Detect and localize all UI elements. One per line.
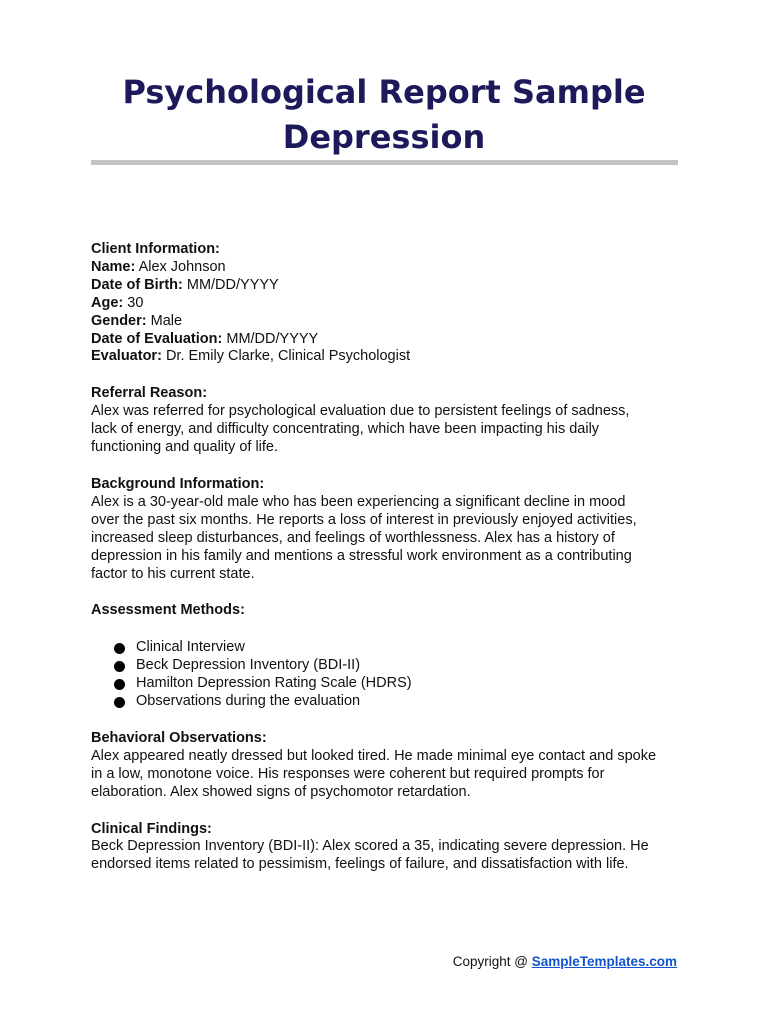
section-spacer — [91, 457, 691, 476]
client-name-label: Name: — [91, 258, 136, 275]
client-gender-label: Gender: — [91, 312, 147, 329]
list-item-text: Beck Depression Inventory (BDI-II) — [136, 657, 361, 674]
copyright-footer — [453, 953, 677, 970]
referral-reason-section — [91, 385, 691, 457]
list-item — [91, 693, 691, 711]
section-spacer — [91, 366, 691, 385]
client-name-row — [91, 259, 691, 277]
list-item-text: Clinical Interview — [136, 639, 245, 656]
bullet-icon — [114, 679, 125, 690]
client-information-section — [91, 241, 691, 366]
copyright-text: Copyright @ — [452, 954, 532, 969]
section-spacer — [91, 711, 691, 730]
referral-reason-heading: Referral Reason: — [91, 385, 208, 402]
client-gender-row — [91, 313, 691, 331]
list-item-text: Hamilton Depression Rating Scale (HDRS) — [136, 675, 412, 692]
evaluation-date-row — [91, 331, 691, 349]
client-age-row — [91, 295, 691, 313]
client-name-value: Alex Johnson — [138, 258, 226, 275]
background-information-line: over the past six months. He reports a loss of interest in previously enjoyed activities, — [91, 511, 637, 528]
list-item-text: Observations during the evaluation — [136, 693, 361, 710]
client-dob-label: Date of Birth: — [91, 276, 183, 293]
behavioral-observations-line: Alex appeared neatly dressed but looked tired. He made minimal eye contact and spoke — [91, 747, 657, 764]
referral-reason-line: Alex was referred for psychological evaluation due to persistent feelings of sadness, — [91, 403, 630, 420]
bullet-icon — [114, 697, 125, 708]
evaluator-value: Dr. Emily Clarke, Clinical Psychologist — [165, 348, 411, 365]
section-spacer — [91, 620, 691, 639]
referral-reason-line: lack of energy, and difficulty concentrating, which have been impacting his daily — [91, 421, 600, 438]
sampletemplates-link[interactable]: SampleTemplates.com — [531, 954, 677, 969]
bullet-icon — [114, 643, 125, 654]
behavioral-observations-section — [91, 730, 691, 802]
page-title — [91, 70, 677, 160]
background-information-line: increased sleep disturbances, and feelings of worthlessness. Alex has a history of — [91, 529, 615, 546]
behavioral-observations-line: in a low, monotone voice. His responses were coherent but required prompts for — [91, 765, 605, 782]
evaluator-label: Evaluator: — [91, 348, 162, 365]
background-information-line: factor to his current state. — [91, 565, 255, 582]
evaluator-row — [91, 348, 691, 366]
report-body — [91, 241, 691, 874]
section-spacer — [91, 802, 691, 821]
background-information-line: Alex is a 30-year-old male who has been experiencing a significant decline in mood — [91, 493, 626, 510]
section-spacer — [91, 583, 691, 602]
list-item — [91, 657, 691, 675]
client-gender-value: Male — [150, 312, 183, 329]
evaluation-date-label: Date of Evaluation: — [91, 330, 223, 347]
clinical-findings-line: Beck Depression Inventory (BDI-II): Alex scored a 35, indicating severe depression. He — [91, 838, 649, 855]
referral-reason-line: functioning and quality of life. — [91, 439, 279, 456]
clinical-findings-heading: Clinical Findings: — [91, 820, 212, 837]
title-divider — [91, 160, 678, 165]
client-age-label: Age: — [91, 294, 124, 311]
clinical-findings-line: endorsed items related to pessimism, feelings of failure, and dissatisfaction with life. — [91, 856, 629, 873]
background-information-section — [91, 476, 691, 583]
background-information-heading: Background Information: — [91, 475, 265, 492]
client-age-value: 30 — [127, 294, 144, 311]
bullet-icon — [114, 661, 125, 672]
page-title-line-2: Depression — [282, 118, 486, 156]
assessment-methods-list — [91, 639, 691, 711]
assessment-methods-heading: Assessment Methods: — [91, 602, 245, 619]
list-item — [91, 639, 691, 657]
list-item — [91, 675, 691, 693]
client-information-heading: Client Information: — [91, 241, 220, 257]
behavioral-observations-line: elaboration. Alex showed signs of psychomotor retardation. — [91, 783, 471, 800]
behavioral-observations-heading: Behavioral Observations: — [91, 729, 267, 746]
page-title-line-1: Psychological Report Sample — [122, 73, 646, 111]
background-information-line: depression in his family and mentions a stressful work environment as a contributing — [91, 547, 632, 564]
assessment-methods-section — [91, 602, 691, 711]
client-dob-row — [91, 277, 691, 295]
client-dob-value: MM/DD/YYYY — [186, 276, 279, 293]
evaluation-date-value: MM/DD/YYYY — [226, 330, 319, 347]
clinical-findings-section — [91, 821, 691, 875]
